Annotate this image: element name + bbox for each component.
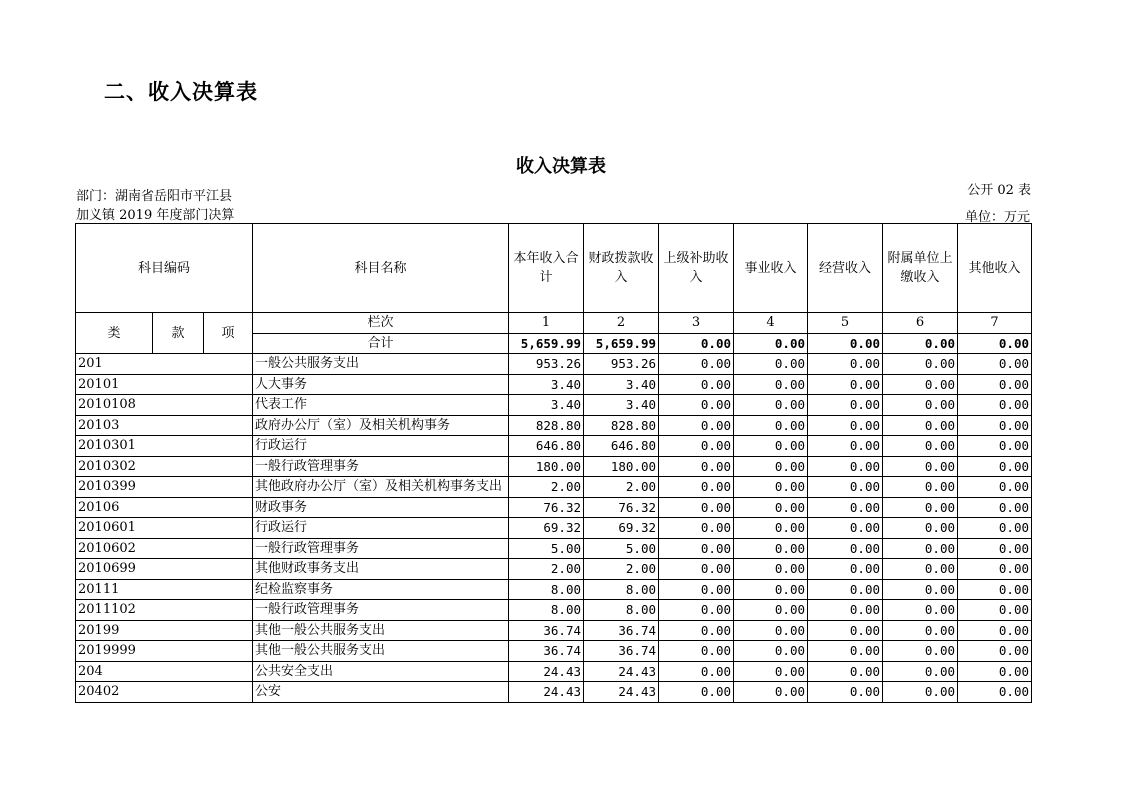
header-code: 科目编码	[76, 224, 253, 313]
amount-cell: 0.00	[659, 497, 734, 518]
subject-name: 财政事务	[253, 497, 509, 518]
subject-name: 人大事务	[253, 374, 509, 395]
amount-cell: 0.00	[734, 456, 808, 477]
amount-cell: 0.00	[808, 415, 883, 436]
amount-cell: 0.00	[808, 661, 883, 682]
unit-label: 单位：万元	[964, 210, 1030, 225]
subject-code: 20199	[76, 620, 253, 641]
amount-cell: 0.00	[659, 415, 734, 436]
amount-cell: 953.26	[509, 354, 584, 375]
total-cell: 5,659.99	[509, 333, 584, 354]
amount-cell: 0.00	[883, 436, 958, 457]
header-operating: 经营收入	[808, 224, 883, 313]
header-total: 本年收入合计	[509, 224, 584, 313]
amount-cell: 0.00	[958, 415, 1032, 436]
table-row	[76, 579, 1032, 600]
column-no: 7	[958, 313, 1032, 334]
amount-cell: 3.40	[509, 395, 584, 416]
amount-cell: 0.00	[808, 620, 883, 641]
amount-cell: 0.00	[734, 661, 808, 682]
column-no: 2	[584, 313, 659, 334]
amount-cell: 0.00	[808, 497, 883, 518]
subject-code: 20111	[76, 579, 253, 600]
section-heading: 二、收入决算表	[104, 80, 258, 104]
amount-cell: 0.00	[734, 600, 808, 621]
subject-name: 政府办公厅（室）及相关机构事务	[253, 415, 509, 436]
amount-cell: 0.00	[958, 395, 1032, 416]
amount-cell: 0.00	[883, 579, 958, 600]
table-row	[76, 456, 1032, 477]
subject-name: 代表工作	[253, 395, 509, 416]
table-title: 收入决算表	[516, 156, 606, 177]
amount-cell: 0.00	[659, 579, 734, 600]
amount-cell: 24.43	[509, 682, 584, 703]
amount-cell: 0.00	[883, 600, 958, 621]
amount-cell: 0.00	[734, 477, 808, 498]
amount-cell: 0.00	[958, 600, 1032, 621]
subject-code: 20402	[76, 682, 253, 703]
header-business: 事业收入	[734, 224, 808, 313]
amount-cell: 0.00	[734, 579, 808, 600]
amount-cell: 0.00	[808, 518, 883, 539]
amount-cell: 0.00	[883, 477, 958, 498]
total-cell: 5,659.99	[584, 333, 659, 354]
subject-code: 2010302	[76, 456, 253, 477]
subject-name: 其他财政事务支出	[253, 559, 509, 580]
table-row	[76, 415, 1032, 436]
amount-cell: 180.00	[584, 456, 659, 477]
subject-code: 20103	[76, 415, 253, 436]
amount-cell: 0.00	[734, 538, 808, 559]
amount-cell: 2.00	[584, 559, 659, 580]
amount-cell: 76.32	[509, 497, 584, 518]
amount-cell: 0.00	[883, 661, 958, 682]
header-affiliated: 附属单位上缴收入	[883, 224, 958, 313]
amount-cell: 0.00	[808, 374, 883, 395]
amount-cell: 0.00	[883, 395, 958, 416]
header-other: 其他收入	[958, 224, 1032, 313]
amount-cell: 0.00	[958, 641, 1032, 662]
amount-cell: 0.00	[734, 354, 808, 375]
amount-cell: 2.00	[509, 477, 584, 498]
subject-name: 一般行政管理事务	[253, 456, 509, 477]
amount-cell: 36.74	[509, 641, 584, 662]
subject-code: 204	[76, 661, 253, 682]
amount-cell: 0.00	[734, 497, 808, 518]
income-report-table	[75, 223, 1032, 703]
department-line-1: 部门：湖南省岳阳市平江县	[76, 189, 233, 204]
amount-cell: 0.00	[808, 682, 883, 703]
table-row	[76, 374, 1032, 395]
form-number: 公开 02 表	[967, 183, 1031, 198]
department-line-2: 加义镇 2019 年度部门决算	[76, 208, 235, 223]
amount-cell: 0.00	[734, 395, 808, 416]
header-fiscal: 财政拨款收入	[584, 224, 659, 313]
subject-name: 行政运行	[253, 518, 509, 539]
amount-cell: 0.00	[659, 661, 734, 682]
amount-cell: 0.00	[659, 518, 734, 539]
header-class: 类	[76, 313, 153, 354]
amount-cell: 0.00	[808, 354, 883, 375]
amount-cell: 8.00	[509, 579, 584, 600]
subject-code: 2010399	[76, 477, 253, 498]
table-row	[76, 641, 1032, 662]
amount-cell: 0.00	[958, 579, 1032, 600]
total-cell: 0.00	[659, 333, 734, 354]
total-cell: 0.00	[883, 333, 958, 354]
subject-name: 一般行政管理事务	[253, 538, 509, 559]
subject-code: 2010601	[76, 518, 253, 539]
header-row	[76, 224, 1032, 313]
amount-cell: 0.00	[883, 518, 958, 539]
amount-cell: 2.00	[509, 559, 584, 580]
amount-cell: 0.00	[883, 415, 958, 436]
subject-name: 一般行政管理事务	[253, 600, 509, 621]
amount-cell: 0.00	[958, 354, 1032, 375]
amount-cell: 0.00	[659, 600, 734, 621]
amount-cell: 36.74	[584, 641, 659, 662]
column-no: 5	[808, 313, 883, 334]
amount-cell: 0.00	[883, 620, 958, 641]
amount-cell: 24.43	[509, 661, 584, 682]
amount-cell: 953.26	[584, 354, 659, 375]
column-no: 6	[883, 313, 958, 334]
amount-cell: 69.32	[509, 518, 584, 539]
amount-cell: 0.00	[808, 579, 883, 600]
amount-cell: 0.00	[659, 477, 734, 498]
table-row	[76, 538, 1032, 559]
amount-cell: 0.00	[958, 436, 1032, 457]
amount-cell: 0.00	[659, 682, 734, 703]
amount-cell: 76.32	[584, 497, 659, 518]
amount-cell: 0.00	[659, 436, 734, 457]
total-cell: 0.00	[958, 333, 1032, 354]
amount-cell: 0.00	[808, 641, 883, 662]
table-row	[76, 661, 1032, 682]
amount-cell: 5.00	[584, 538, 659, 559]
table-row	[76, 518, 1032, 539]
header-section: 款	[153, 313, 204, 354]
column-number-row	[76, 313, 1032, 334]
amount-cell: 0.00	[958, 518, 1032, 539]
column-no: 4	[734, 313, 808, 334]
amount-cell: 0.00	[958, 477, 1032, 498]
subject-name: 其他一般公共服务支出	[253, 620, 509, 641]
table-row	[76, 559, 1032, 580]
table-row	[76, 395, 1032, 416]
amount-cell: 0.00	[958, 538, 1032, 559]
subject-name: 公共安全支出	[253, 661, 509, 682]
amount-cell: 0.00	[808, 395, 883, 416]
amount-cell: 0.00	[734, 436, 808, 457]
amount-cell: 0.00	[958, 559, 1032, 580]
amount-cell: 0.00	[883, 682, 958, 703]
amount-cell: 0.00	[808, 477, 883, 498]
table-row	[76, 620, 1032, 641]
subject-code: 2011102	[76, 600, 253, 621]
amount-cell: 0.00	[883, 456, 958, 477]
amount-cell: 69.32	[584, 518, 659, 539]
amount-cell: 0.00	[808, 456, 883, 477]
amount-cell: 36.74	[509, 620, 584, 641]
amount-cell: 0.00	[659, 374, 734, 395]
amount-cell: 0.00	[958, 661, 1032, 682]
amount-cell: 8.00	[584, 600, 659, 621]
amount-cell: 0.00	[958, 497, 1032, 518]
amount-cell: 646.80	[509, 436, 584, 457]
subject-code: 20106	[76, 497, 253, 518]
header-name: 科目名称	[253, 224, 509, 313]
table-row	[76, 497, 1032, 518]
total-label: 合计	[253, 333, 509, 354]
subject-name: 一般公共服务支出	[253, 354, 509, 375]
amount-cell: 0.00	[659, 354, 734, 375]
subject-code: 2010602	[76, 538, 253, 559]
amount-cell: 0.00	[883, 538, 958, 559]
amount-cell: 0.00	[734, 518, 808, 539]
table-row	[76, 436, 1032, 457]
amount-cell: 3.40	[584, 374, 659, 395]
amount-cell: 0.00	[883, 559, 958, 580]
amount-cell: 0.00	[734, 682, 808, 703]
amount-cell: 0.00	[659, 538, 734, 559]
subject-code: 20101	[76, 374, 253, 395]
amount-cell: 0.00	[808, 559, 883, 580]
amount-cell: 0.00	[659, 641, 734, 662]
header-superior: 上级补助收入	[659, 224, 734, 313]
amount-cell: 828.80	[584, 415, 659, 436]
amount-cell: 0.00	[958, 682, 1032, 703]
amount-cell: 0.00	[659, 395, 734, 416]
amount-cell: 0.00	[958, 374, 1032, 395]
amount-cell: 0.00	[734, 374, 808, 395]
amount-cell: 828.80	[509, 415, 584, 436]
subject-code: 2010699	[76, 559, 253, 580]
amount-cell: 646.80	[584, 436, 659, 457]
amount-cell: 0.00	[883, 354, 958, 375]
amount-cell: 5.00	[509, 538, 584, 559]
amount-cell: 180.00	[509, 456, 584, 477]
table-row	[76, 354, 1032, 375]
amount-cell: 0.00	[659, 456, 734, 477]
total-cell: 0.00	[734, 333, 808, 354]
total-cell: 0.00	[808, 333, 883, 354]
header-item: 项	[204, 313, 253, 354]
subject-code: 201	[76, 354, 253, 375]
table-row	[76, 682, 1032, 703]
subject-name: 行政运行	[253, 436, 509, 457]
amount-cell: 8.00	[584, 579, 659, 600]
subject-name: 公安	[253, 682, 509, 703]
amount-cell: 0.00	[734, 641, 808, 662]
amount-cell: 36.74	[584, 620, 659, 641]
amount-cell: 0.00	[808, 436, 883, 457]
column-no: 1	[509, 313, 584, 334]
amount-cell: 8.00	[509, 600, 584, 621]
subject-name: 纪检监察事务	[253, 579, 509, 600]
amount-cell: 0.00	[808, 538, 883, 559]
subject-code: 2010301	[76, 436, 253, 457]
table-row	[76, 477, 1032, 498]
subject-code: 2010108	[76, 395, 253, 416]
subject-name: 其他政府办公厅（室）及相关机构事务支出	[253, 477, 509, 498]
amount-cell: 0.00	[734, 415, 808, 436]
table-row	[76, 600, 1032, 621]
amount-cell: 0.00	[958, 456, 1032, 477]
amount-cell: 0.00	[734, 620, 808, 641]
amount-cell: 0.00	[659, 559, 734, 580]
amount-cell: 0.00	[958, 620, 1032, 641]
column-no-label: 栏次	[253, 313, 509, 334]
amount-cell: 3.40	[584, 395, 659, 416]
amount-cell: 2.00	[584, 477, 659, 498]
amount-cell: 0.00	[659, 620, 734, 641]
amount-cell: 3.40	[509, 374, 584, 395]
amount-cell: 0.00	[883, 641, 958, 662]
amount-cell: 24.43	[584, 661, 659, 682]
column-no: 3	[659, 313, 734, 334]
amount-cell: 0.00	[808, 600, 883, 621]
amount-cell: 0.00	[883, 497, 958, 518]
amount-cell: 0.00	[883, 374, 958, 395]
subject-name: 其他一般公共服务支出	[253, 641, 509, 662]
subject-code: 2019999	[76, 641, 253, 662]
amount-cell: 0.00	[734, 559, 808, 580]
amount-cell: 24.43	[584, 682, 659, 703]
